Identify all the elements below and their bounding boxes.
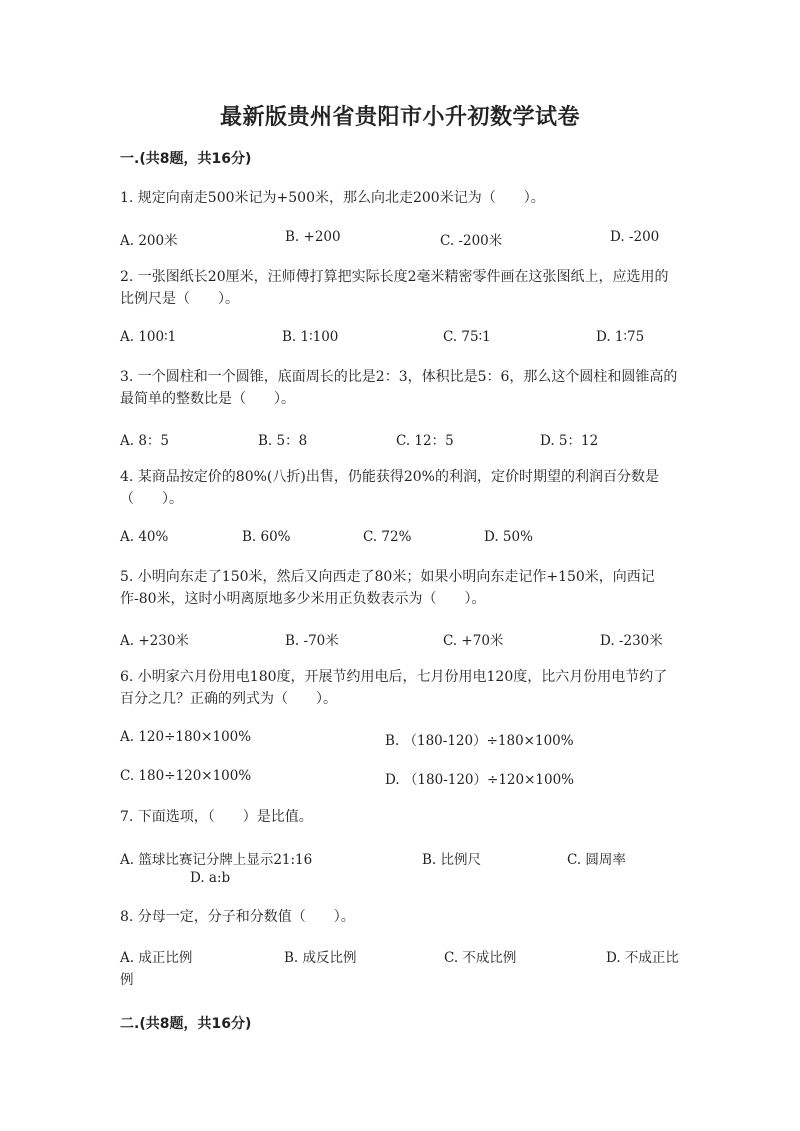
q8-option-a: A. 成正比例 — [120, 950, 193, 966]
q6-option-c: C. 180÷120×100% — [120, 768, 252, 784]
q4-option-d: D. 50% — [484, 529, 533, 545]
section-heading-1: 一.(共8题，共16分) — [120, 151, 252, 167]
q7-option-d: D. a:b — [190, 870, 231, 886]
question-5: 5. 小明向东走了150米，然后又向西走了80米；如果小明向东走记作+150米，向西记作-80米，这时小明离原地多少米用正负数表示为（ ）。 — [120, 569, 655, 607]
q8-option-d: D. 不成正比例 — [120, 950, 679, 988]
question-7: 7. 下面选项，（ ）是比值。 — [120, 809, 313, 825]
question-6: 6. 小明家六月份用电180度，开展节约用电后，七月份用电120度，比六月份用电节约了百分之几？正确的列式为（ ）。 — [120, 669, 668, 707]
question-4: 4. 某商品按定价的80%(八折)出售，仍能获得20%的利润，定价时期望的利润百分数是（ ）。 — [120, 469, 659, 507]
q2-option-a: A. 100∶1 — [120, 329, 177, 345]
q2-option-c: C. 75∶1 — [443, 329, 491, 345]
q2-option-d: D. 1∶75 — [596, 329, 645, 345]
q6-option-b: B. （180-120）÷180×100% — [385, 733, 574, 749]
q3-option-c: C. 12：5 — [396, 433, 454, 449]
q7-option-b: B. 比例尺 — [422, 852, 482, 868]
q1-option-d: D. -200 — [610, 229, 660, 245]
q5-option-a: A. +230米 — [120, 633, 189, 649]
section-heading-2: 二.(共8题，共16分) — [120, 1016, 252, 1032]
q3-option-b: B. 5：8 — [258, 433, 308, 449]
q5-option-c: C. +70米 — [443, 633, 504, 649]
q3-option-d: D. 5：12 — [540, 433, 599, 449]
q5-option-d: D. -230米 — [600, 633, 663, 649]
q8-options — [120, 947, 680, 991]
q7-option-a: A. 篮球比赛记分牌上显示21:16 — [120, 852, 313, 868]
q5-option-b: B. -70米 — [285, 633, 339, 649]
q4-option-c: C. 72% — [363, 529, 412, 545]
q3-option-a: A. 8：5 — [120, 433, 170, 449]
q8-option-b: B. 成反比例 — [284, 950, 357, 966]
q4-option-a: A. 40% — [120, 529, 169, 545]
q1-option-b: B. +200 — [285, 229, 341, 245]
question-2: 2. 一张图纸长20厘米，汪师傅打算把实际长度2毫米精密零件画在这张图纸上，应选用的比例尺是（ ）。 — [120, 269, 669, 307]
question-1: 1. 规定向南走500米记为+500米，那么向北走200米记为（ ）。 — [120, 190, 545, 206]
question-3: 3. 一个圆柱和一个圆锥，底面周长的比是2：3，体积比是5：6，那么这个圆柱和圆锥高的最简单的整数比是（ ）。 — [120, 369, 678, 407]
page-title: 最新版贵州省贵阳市小升初数学试卷 — [219, 105, 580, 130]
q2-option-b: B. 1∶100 — [282, 329, 339, 345]
q1-option-c: C. -200米 — [440, 233, 503, 249]
q1-option-a: A. 200米 — [120, 233, 178, 249]
q4-option-b: B. 60% — [242, 529, 291, 545]
question-8: 8. 分母一定，分子和分数值（ ）。 — [120, 909, 355, 925]
q8-option-c: C. 不成比例 — [444, 950, 517, 966]
q6-option-a: A. 120÷180×100% — [120, 729, 252, 745]
q6-option-d: D. （180-120）÷120×100% — [385, 772, 575, 788]
q7-option-c: C. 圆周率 — [567, 852, 626, 868]
